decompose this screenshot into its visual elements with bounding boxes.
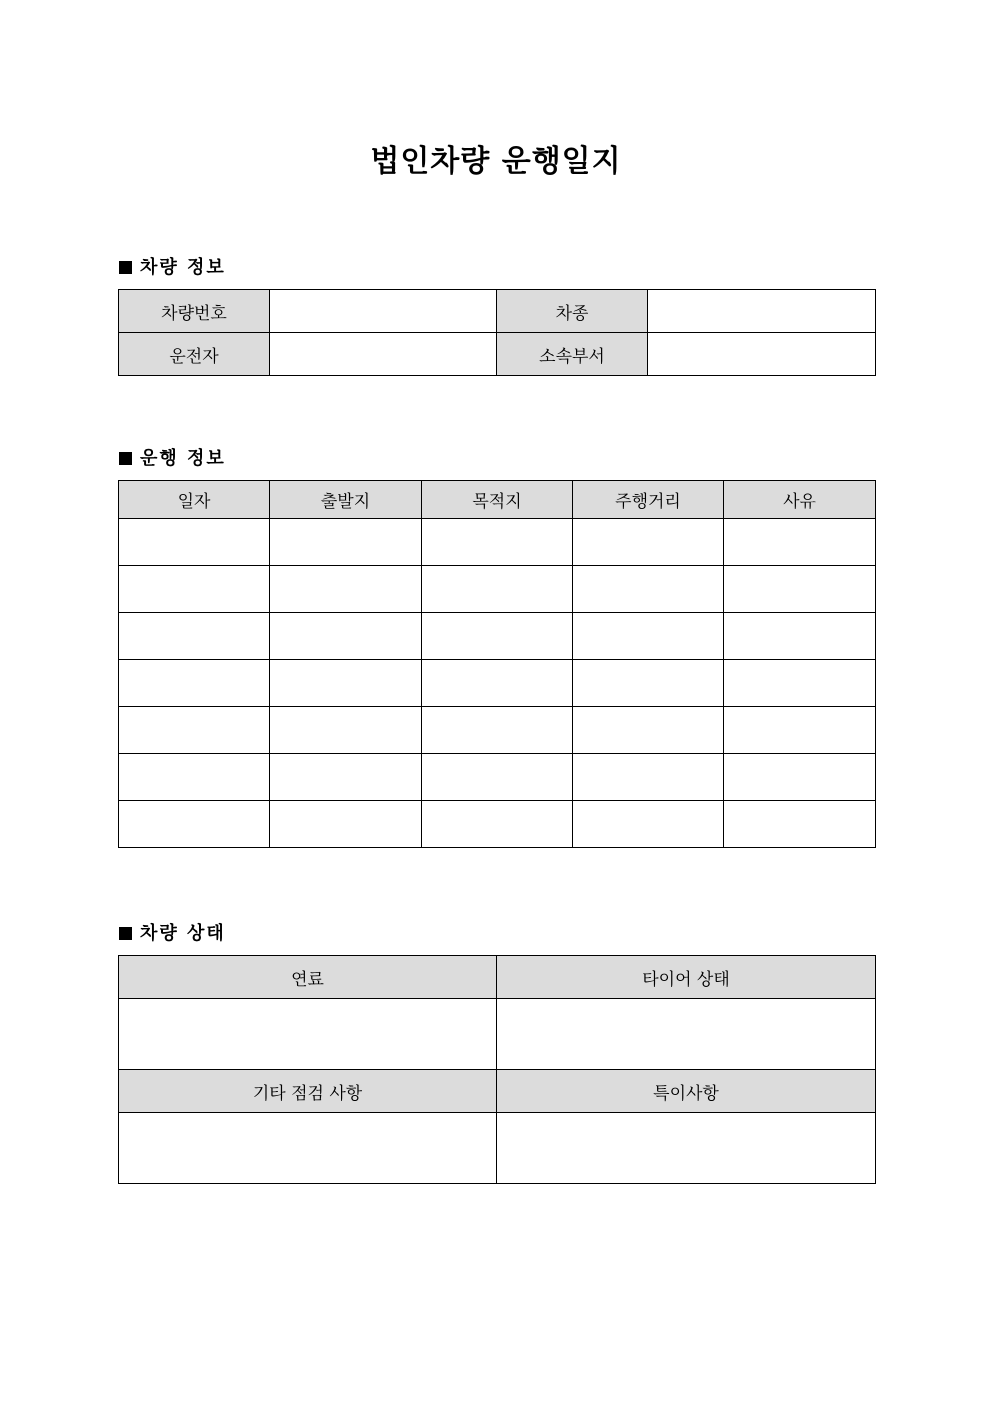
- plate-number-field[interactable]: [270, 290, 497, 333]
- destination-cell[interactable]: [422, 613, 573, 660]
- column-header-date: 일자: [119, 481, 270, 519]
- departure-cell[interactable]: [270, 801, 422, 848]
- table-row: [119, 1113, 876, 1184]
- table-header-row: [119, 481, 876, 519]
- table-row: [119, 566, 876, 613]
- remarks-label: 특이사항: [497, 1070, 876, 1113]
- table-row: [119, 801, 876, 848]
- distance-cell[interactable]: [573, 566, 724, 613]
- department-label: 소속부서: [497, 333, 648, 376]
- driver-field[interactable]: [270, 333, 497, 376]
- departure-cell[interactable]: [270, 707, 422, 754]
- column-header-departure: 출발지: [270, 481, 422, 519]
- reason-cell[interactable]: [724, 613, 876, 660]
- other-inspection-field[interactable]: [119, 1113, 497, 1184]
- driver-label: 운전자: [119, 333, 270, 376]
- vehicle-status-heading: [119, 919, 226, 945]
- distance-cell[interactable]: [573, 519, 724, 566]
- operation-info-heading-text: 운행 정보: [140, 448, 226, 469]
- remarks-field[interactable]: [497, 1113, 876, 1184]
- vehicle-status-table: [118, 955, 876, 1184]
- table-row: [119, 333, 876, 376]
- column-header-distance: 주행거리: [573, 481, 724, 519]
- reason-cell[interactable]: [724, 519, 876, 566]
- destination-cell[interactable]: [422, 707, 573, 754]
- date-cell[interactable]: [119, 519, 270, 566]
- operation-info-heading: [119, 444, 226, 470]
- reason-cell[interactable]: [724, 801, 876, 848]
- destination-cell[interactable]: [422, 519, 573, 566]
- table-row: [119, 754, 876, 801]
- vehicle-status-heading-text: 차량 상태: [140, 923, 226, 944]
- reason-cell[interactable]: [724, 707, 876, 754]
- operation-table: [118, 480, 876, 848]
- tire-status-label: 타이어 상태: [497, 956, 876, 999]
- departure-cell[interactable]: [270, 754, 422, 801]
- other-inspection-label: 기타 점검 사항: [119, 1070, 497, 1113]
- date-cell[interactable]: [119, 754, 270, 801]
- column-header-destination: 목적지: [422, 481, 573, 519]
- vehicle-type-label: 차종: [497, 290, 648, 333]
- reason-cell[interactable]: [724, 566, 876, 613]
- table-row: [119, 290, 876, 333]
- table-row: [119, 660, 876, 707]
- date-cell[interactable]: [119, 566, 270, 613]
- table-row: [119, 707, 876, 754]
- square-bullet-icon: [119, 927, 132, 940]
- destination-cell[interactable]: [422, 660, 573, 707]
- departure-cell[interactable]: [270, 613, 422, 660]
- vehicle-info-table: [118, 289, 876, 376]
- date-cell[interactable]: [119, 707, 270, 754]
- fuel-field[interactable]: [119, 999, 497, 1070]
- distance-cell[interactable]: [573, 801, 724, 848]
- fuel-label: 연료: [119, 956, 497, 999]
- square-bullet-icon: [119, 261, 132, 274]
- reason-cell[interactable]: [724, 754, 876, 801]
- table-row: [119, 519, 876, 566]
- destination-cell[interactable]: [422, 801, 573, 848]
- table-row: [119, 999, 876, 1070]
- departure-cell[interactable]: [270, 519, 422, 566]
- distance-cell[interactable]: [573, 707, 724, 754]
- departure-cell[interactable]: [270, 566, 422, 613]
- destination-cell[interactable]: [422, 754, 573, 801]
- document-title: 법인차량 운행일지: [370, 144, 622, 179]
- table-row: [119, 613, 876, 660]
- departure-cell[interactable]: [270, 660, 422, 707]
- date-cell[interactable]: [119, 660, 270, 707]
- reason-cell[interactable]: [724, 660, 876, 707]
- table-header-row: [119, 1070, 876, 1113]
- vehicle-info-heading-text: 차량 정보: [140, 257, 226, 278]
- date-cell[interactable]: [119, 613, 270, 660]
- column-header-reason: 사유: [724, 481, 876, 519]
- department-field[interactable]: [648, 333, 876, 376]
- destination-cell[interactable]: [422, 566, 573, 613]
- distance-cell[interactable]: [573, 613, 724, 660]
- tire-status-field[interactable]: [497, 999, 876, 1070]
- table-header-row: [119, 956, 876, 999]
- vehicle-type-field[interactable]: [648, 290, 876, 333]
- square-bullet-icon: [119, 452, 132, 465]
- distance-cell[interactable]: [573, 660, 724, 707]
- vehicle-info-heading: [119, 253, 226, 279]
- distance-cell[interactable]: [573, 754, 724, 801]
- date-cell[interactable]: [119, 801, 270, 848]
- plate-number-label: 차량번호: [119, 290, 270, 333]
